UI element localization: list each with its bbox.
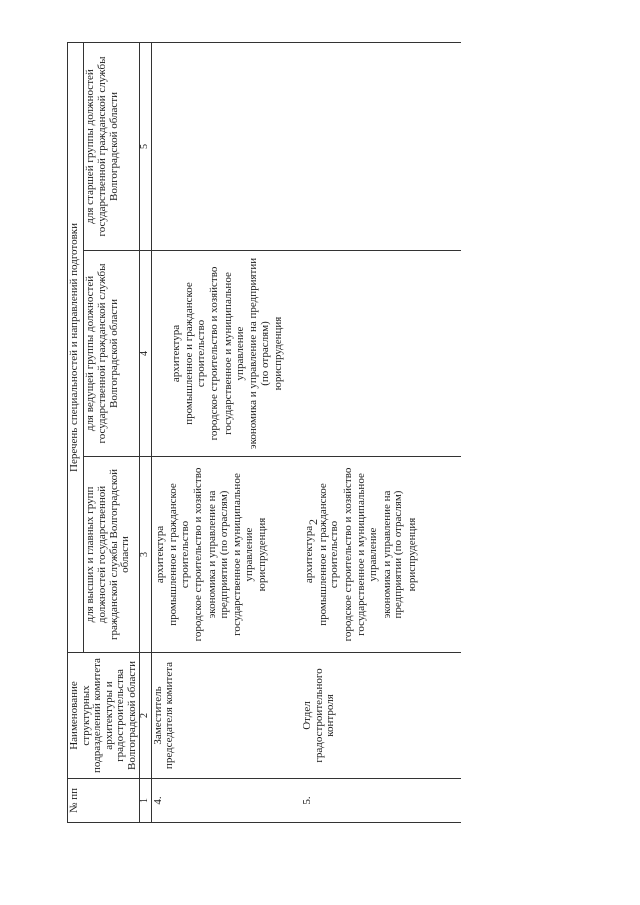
column-number: 5	[140, 42, 152, 250]
row-senior-cell	[151, 42, 301, 250]
specialty-item: государственное и муниципальное управление	[221, 272, 246, 435]
header-row-1	[68, 42, 84, 822]
specialty-item: государственное и муниципальное управление	[355, 473, 380, 636]
specialty-item: экономика и управление на предприятии (по отраслям)	[247, 257, 271, 450]
specialty-item: городское строительство и хозяйство	[341, 467, 354, 642]
column-number: 2	[140, 653, 152, 779]
specialties-table	[67, 42, 461, 823]
row-highest-cell	[151, 457, 301, 653]
specialty-item: архитектура	[303, 525, 316, 584]
header-leading: для ведущей группы должностей государственной гражданской службы Волгоградской области	[84, 251, 140, 457]
header-senior: для старшей группы должностей государственной гражданской службы Волгоградской области	[84, 42, 140, 250]
column-number: 1	[140, 779, 152, 823]
row-number: 4.	[151, 779, 301, 823]
specialty-item: архитектура	[169, 324, 182, 383]
row-number: 5.	[301, 779, 461, 823]
specialty-item: городское строительство и хозяйство	[208, 266, 221, 441]
row-leading-cell	[151, 251, 301, 457]
row-leading-cell	[301, 251, 461, 457]
specialty-item: юриспруденция	[256, 517, 269, 592]
specialty-item: юриспруденция	[272, 316, 285, 391]
header-highest: для высших и главных групп должностей государственной гражданской службы Волгоградской области	[84, 457, 140, 653]
table-row	[301, 42, 461, 822]
specialty-item: экономика и управление на предприятии (по отраслям)	[380, 490, 405, 619]
specialty-item: юриспруденция	[405, 517, 418, 592]
specialty-item: промышленное и гражданское строительство	[167, 483, 191, 626]
specialty-item: городское строительство и хозяйство	[192, 467, 205, 642]
specialty-item: промышленное и гражданское строительство	[316, 483, 341, 626]
page-number: 2	[306, 519, 320, 525]
column-number-row	[140, 42, 152, 822]
column-number: 4	[140, 251, 152, 457]
specialty-item: государственное и муниципальное управление	[231, 473, 255, 636]
header-name: Наименование структурных подразделений комитета архитектуры и градостроительства Волгоградской области	[68, 653, 140, 779]
row-unit-name: Отдел градостроительного контроля	[301, 653, 461, 779]
table-row	[151, 42, 301, 822]
header-group-title: Перечень специальностей и направлений подготовки	[68, 42, 84, 652]
column-number: 3	[140, 457, 152, 653]
row-highest-cell	[301, 457, 461, 653]
specialty-item: промышленное и гражданское строительство	[183, 282, 207, 425]
specialty-item: экономика и управление на предприятии (по отраслям)	[205, 490, 230, 619]
specialty-item: архитектура	[153, 525, 166, 584]
row-unit-name: Заместитель председателя комитета	[151, 653, 301, 779]
header-no: № пп	[68, 779, 140, 823]
row-senior-cell	[301, 42, 461, 250]
